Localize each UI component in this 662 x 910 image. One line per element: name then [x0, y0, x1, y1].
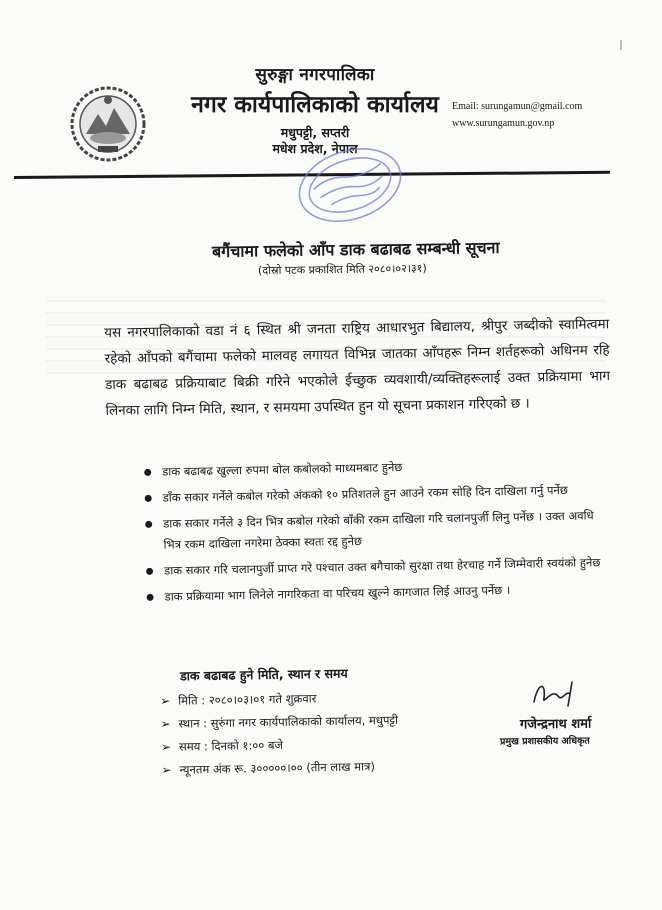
website-text: www.surungamun.gov.np [452, 118, 555, 129]
signature [528, 676, 588, 712]
signatory-name: गजेन्द्रनाथ शर्मा [519, 716, 592, 733]
notice-body: यस नगरपालिकाको वडा नं ६ स्थित श्री जनता राष्ट्रिय आधारभुत बिद्यालय, श्रीपुर जब्दीको स्वामित्वमा रहेको आँपको बगैंचामा फलेको मालवह लगायत विभिन्न जातका आँपहरू निम्न शर्तहरूको अधिनम रहि डाक बढाबढ प्रक्रियाबाट बिक्री गरिने भएकोले ईच्छुक व्यवशायी/व्यक्तिहरूलाई उक्त प्रक्रियामा भाग लिनका लागि निम्न मिति, स्थान, र समयमा उपस्थित हुन यो सूचना प्रकाशन गरिएको छ । [104, 316, 611, 419]
bullet-icon [145, 495, 152, 502]
office-name: नगर कार्यपालिकाको कार्यालय [191, 92, 439, 118]
list-item: ➢ मिति : २०८०।०३।०१ गते शुक्रवार [160, 684, 490, 713]
list-item: डाक सकार गर्नेले ३ दिन भित्र कबोल गरेको बाँकी रकम दाखिला गरि चलानपुर्जी लिनु पर्नेछ । उक्त अवधि भित्र रकम दाखिला नगरेमा ठेक्का स्वतः रद्द हुनेछ [143, 505, 614, 556]
scan-mark [620, 40, 622, 50]
arrow-icon: ➢ [160, 716, 171, 731]
list-item: डाक सकार गरि चलानपुर्जी प्राप्त गरे पश्चात उक्त बगैचाको सुरक्षा तथा हेरचाह गर्ने जिम्मेवारी स्वयंको हुनेछ [144, 552, 614, 582]
notice-subtitle: (दोस्रो पटक प्रकाशित मिति २०८०।०२।३१) [257, 261, 427, 278]
municipality-name: सुरुङ्गा नगरपालिका [255, 65, 375, 85]
bullet-icon [147, 594, 154, 601]
notice-title: बगैंचामा फलेको आँप डाक बढाबढ सम्बन्धी सूचना [211, 237, 500, 262]
arrow-icon: ➢ [161, 762, 172, 777]
bullet-icon [144, 469, 151, 476]
arrow-icon: ➢ [160, 693, 171, 708]
address-line-1: मधुपट्टी, सप्तरी [280, 125, 350, 140]
list-item: डाक बढाबढ खुल्ला रुपमा बोल कबोलको माध्यमबाट हुनेछ [142, 453, 612, 483]
address-line-2: मधेश प्रदेश, नेपाल [272, 141, 358, 156]
contact-block [452, 98, 652, 132]
office-stamp [290, 140, 410, 230]
list-item: ➢ समय : दिनको १:०० बजे [161, 730, 491, 759]
nepal-emblem-icon [68, 84, 148, 164]
schedule-list [160, 684, 492, 782]
list-item: डाँक सकार गर्नेले कबोल गरेको अंकको १० प्रतिशतले हुन आउने रकम सोहि दिन दाखिला गर्नु पर्नेछ [142, 479, 612, 509]
arrow-icon: ➢ [160, 739, 172, 754]
list-item: ➢ न्यूनतम अंक रू. ३०००००।०० (तीन लाख मात्र) [161, 753, 491, 782]
conditions-list [142, 453, 615, 613]
list-item: ➢ स्थान : सुरुंगा नगर कार्यपालिकाको कार्यालय, मधुपट्टी [160, 707, 490, 736]
email-text: Email: surungamun@gmail.com [452, 101, 583, 112]
signatory-title: प्रमुख प्रशासकीय अधिकृत [499, 735, 590, 748]
bullet-icon [146, 568, 153, 575]
list-item: डाक प्रक्रियामा भाग लिनेले नागरिकता वा परिचय खुल्ने कागजात लिई आउनु पर्नेछ । [144, 578, 614, 608]
schedule-heading: डाक बढाबढ हुने मिति, स्थान र समय [179, 665, 348, 684]
bullet-icon [145, 521, 152, 528]
